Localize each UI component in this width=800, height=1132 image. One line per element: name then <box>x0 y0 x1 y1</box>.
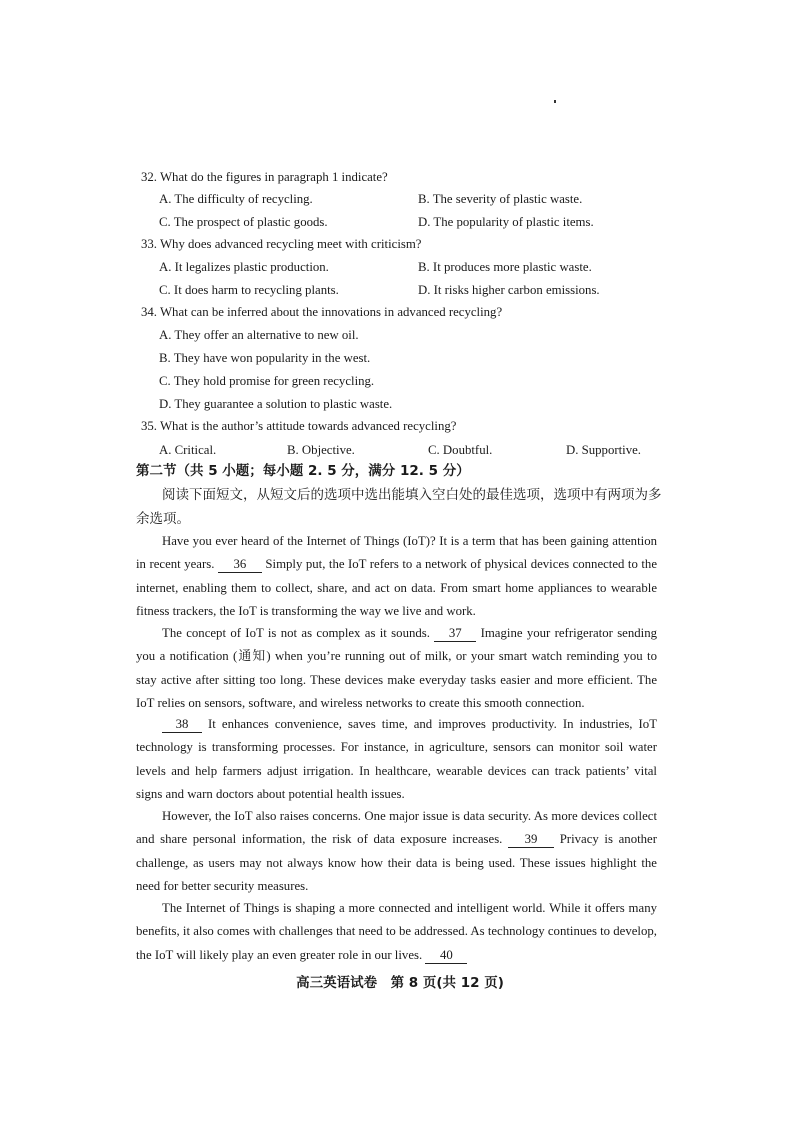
q35-option-d: D. Supportive. <box>566 443 642 457</box>
speck-mark <box>554 100 556 103</box>
q33-option-b: B. It produces more plastic waste. <box>418 260 592 274</box>
passage-paragraph-3 <box>136 713 657 806</box>
passage-paragraph-5 <box>136 897 657 967</box>
paragraph-text: However, the IoT also raises concerns. One major issue is data security. As more devices collect and share personal information, the risk of data exposure increases. <box>136 809 657 847</box>
blank-37: 37 <box>434 625 476 642</box>
q35-option-c: C. Doubtful. <box>428 443 493 457</box>
paragraph-text: Simply put, the IoT refers to a network of physical devices connected to the internet, enabling them to collect, share, and act on data. From smart home appliances to wearable fitness trackers, the IoT is transforming the way we live and work. <box>136 557 658 618</box>
q32-option-b: B. The severity of plastic waste. <box>418 192 583 206</box>
paragraph-text: Privacy is another challenge, as users may not always know how their data is being used. These issues highlight the need for better security measures. <box>136 832 657 893</box>
blank-39: 39 <box>508 831 554 848</box>
blank-38: 38 <box>162 716 202 733</box>
q34-option-a: A. They offer an alternative to new oil. <box>159 328 359 342</box>
question-34-stem: 34. What can be inferred about the innovations in advanced recycling? <box>141 305 503 319</box>
section-instruction-line-2: 余选项。 <box>136 511 190 527</box>
q34-option-d: D. They guarantee a solution to plastic waste. <box>159 397 393 411</box>
blank-40: 40 <box>425 947 467 964</box>
paragraph-text: The concept of IoT is not as complex as it sounds. <box>162 626 430 640</box>
passage-paragraph-4 <box>136 805 657 898</box>
passage-paragraph-2 <box>136 622 657 715</box>
question-35-stem: 35. What is the author’s attitude towards advanced recycling? <box>141 419 457 433</box>
q33-option-a: A. It legalizes plastic production. <box>159 260 329 274</box>
q33-option-c: C. It does harm to recycling plants. <box>159 283 339 297</box>
q34-option-c: C. They hold promise for green recycling. <box>159 374 375 388</box>
blank-36: 36 <box>218 556 262 573</box>
page-footer: 高三英语试卷 第 8 页(共 12 页) <box>296 975 504 991</box>
passage-paragraph-1 <box>136 530 657 623</box>
question-32-stem: 32. What do the figures in paragraph 1 indicate? <box>141 170 388 184</box>
paragraph-text: It enhances convenience, saves time, and improves productivity. In industries, IoT technology is transforming processes. For instance, in agriculture, sensors can monitor soil water levels and help farmers adjust irrigation. In healthcare, wearable devices can track patients’ vital signs and warn doctors about potential health issues. <box>136 717 658 801</box>
q33-option-d: D. It risks higher carbon emissions. <box>418 283 600 297</box>
section-instruction-line-1: 阅读下面短文，从短文后的选项中选出能填入空白处的最佳选项，选项中有两项为多 <box>162 487 662 503</box>
paragraph-text: Imagine your refrigerator sending you a notification (通知) when you’re running out of milk, or your smart watch reminding you to stay active after sitting too long. These devices make everyday tasks easier and more efficient. The IoT relies on sensors, software, and wireless networks to create this smooth connection. <box>136 626 658 710</box>
q32-option-c: C. The prospect of plastic goods. <box>159 215 328 229</box>
section-heading: 第二节（共 5 小题；每小题 2. 5 分，满分 12. 5 分） <box>136 463 470 479</box>
q35-option-a: A. Critical. <box>159 443 217 457</box>
paragraph-text: Have you ever heard of the Internet of Things (IoT)? It is a term that has been gaining attention in recent years. <box>136 534 657 572</box>
q32-option-d: D. The popularity of plastic items. <box>418 215 594 229</box>
question-33-stem: 33. Why does advanced recycling meet with criticism? <box>141 237 422 251</box>
paragraph-text: The Internet of Things is shaping a more connected and intelligent world. While it offers many benefits, it also comes with challenges that need to be addressed. As technology continues to develop, the IoT will likely play an even greater role in our lives. <box>136 901 657 962</box>
q35-option-b: B. Objective. <box>287 443 355 457</box>
q32-option-a: A. The difficulty of recycling. <box>159 192 313 206</box>
q34-option-b: B. They have won popularity in the west. <box>159 351 371 365</box>
